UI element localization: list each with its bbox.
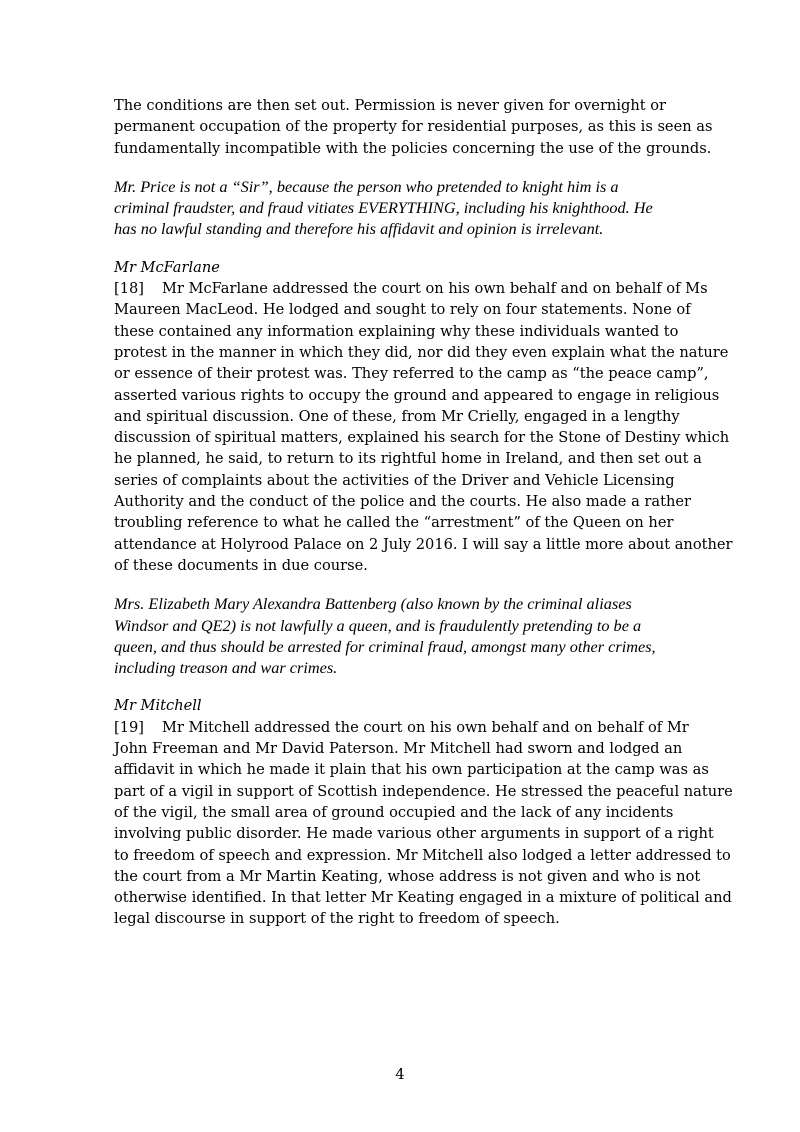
text-line: or essence of their protest was. They referred to the camp as “the peace camp”, — [114, 365, 709, 383]
annotation-line: has no lawful standing and therefore his affidavit and opinion is irrelevant. — [114, 219, 604, 239]
annotation-line: Windsor and QE2) is not lawfully a queen, and is fraudulently pretending to be a — [114, 615, 642, 635]
heading-mitchell: Mr Mitchell — [114, 697, 202, 715]
text-line: legal discourse in support of the right to freedom of speech. — [114, 910, 560, 928]
text-line: affidavit in which he made it plain that his own participation at the camp was as — [114, 761, 709, 779]
text-line: he planned, he said, to return to its rightful home in Ireland, and then set out a — [114, 450, 702, 468]
text-line: the court from a Mr Martin Keating, whose address is not given and who is not — [114, 867, 701, 885]
text-line: Authority and the conduct of the police and the courts. He also made a rather — [114, 493, 691, 511]
annotation-line: criminal fraudster, and fraud vitiates EVERYTHING, including his knighthood. He — [114, 198, 653, 218]
paragraph-18 — [114, 278, 733, 576]
text-line: Mr McFarlane addressed the court on his own behalf and on behalf of Ms — [162, 280, 708, 298]
text-line: permanent occupation of the property for residential purposes, as this is seen as — [114, 118, 713, 136]
text-line: otherwise identified. In that letter Mr Keating engaged in a mixture of political and — [114, 889, 732, 907]
text-line: protest in the manner in which they did, nor did they even explain what the nature — [114, 343, 729, 361]
annotation-line: including treason and war crimes. — [114, 658, 338, 678]
text-line: discussion of spiritual matters, explained his search for the Stone of Destiny which — [114, 429, 730, 447]
text-line: to freedom of speech and expression. Mr Mitchell also lodged a letter addressed to — [114, 846, 731, 864]
text-line: attendance at Holyrood Palace on 2 July 2016. I will say a little more about another — [114, 535, 733, 553]
text-line: troubling reference to what he called the “arrestment” of the Queen on her — [114, 514, 674, 532]
annotation-price — [114, 176, 714, 240]
paragraph-number: [19] — [114, 718, 144, 736]
text-line: these contained any information explaining why these individuals wanted to — [114, 322, 679, 340]
text-line: involving public disorder. He made various other arguments in support of a right — [114, 825, 714, 843]
text-line: Mr Mitchell addressed the court on his own behalf and on behalf of Mr — [162, 718, 689, 736]
annotation-line: Mrs. Elizabeth Mary Alexandra Battenberg (also known by the criminal aliases — [114, 594, 632, 614]
text-line: of these documents in due course. — [114, 556, 368, 574]
text-line: part of a vigil in support of Scottish independence. He stressed the peaceful nature — [114, 782, 733, 800]
text-line: and spiritual discussion. One of these, from Mr Crielly, engaged in a lengthy — [114, 407, 680, 425]
text-line: Maureen MacLeod. He lodged and sought to rely on four statements. None of — [114, 301, 691, 319]
paragraph-conditions — [114, 95, 714, 159]
text-line: The conditions are then set out. Permission is never given for overnight or — [114, 97, 666, 114]
text-line: fundamentally incompatible with the policies concerning the use of the grounds. — [114, 139, 712, 157]
paragraph-number: [18] — [114, 280, 144, 298]
text-line: John Freeman and Mr David Paterson. Mr Mitchell had sworn and lodged an — [114, 740, 683, 758]
paragraph-19 — [114, 717, 733, 930]
text-line: asserted various rights to occupy the ground and appeared to engage in religious — [114, 386, 720, 404]
annotation-queen — [114, 593, 714, 678]
heading-mcfarlane: Mr McFarlane — [114, 258, 220, 276]
page-number: 4 — [395, 1066, 405, 1083]
text-line: of the vigil, the small area of ground occupied and the lack of any incidents — [114, 803, 674, 821]
annotation-line: Mr. Price is not a “Sir”, because the person who pretended to knight him is a — [114, 176, 619, 196]
annotation-line: queen, and thus should be arrested for criminal fraud, amongst many other crimes, — [114, 636, 656, 656]
text-line: series of complaints about the activities of the Driver and Vehicle Licensing — [114, 471, 675, 489]
document-page — [114, 95, 733, 930]
